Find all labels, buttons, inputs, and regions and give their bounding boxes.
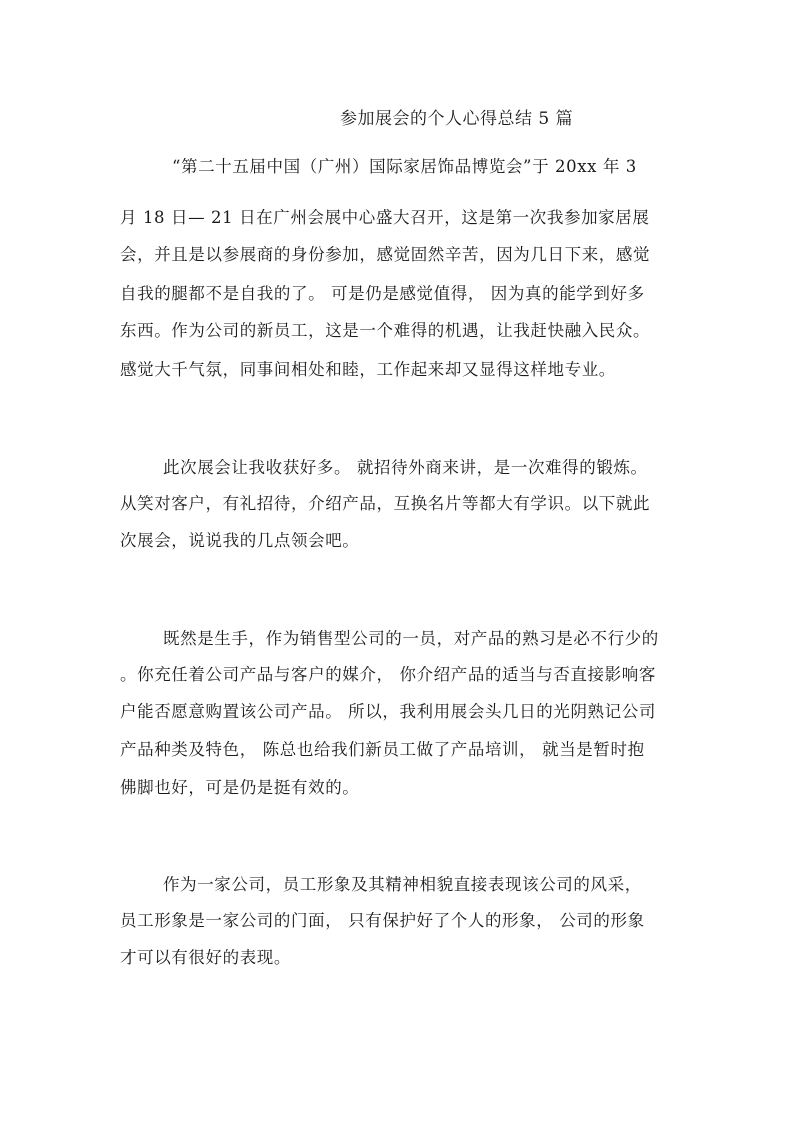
paragraph-line: 月 18 日— 21 日在广州会展中心盛大召开，这是第一次我参加家居展 [120,208,650,227]
paragraph-line: 感觉大千气氛，同事间相处和睦，工作起来却又显得这样地专业。 [120,360,616,379]
paragraph-line: 次展会，说说我的几点领会吧。 [120,531,360,550]
paragraph-line: 从笑对客户，有礼招待，介绍产品，互换名片等都大有学识。以下就此 [120,494,651,513]
paragraph-line: 。你充任着公司产品与客户的媒介， 你介绍产品的适当与否直接影响客 [120,665,656,684]
paragraph-line: 此次展会让我收获好多。 就招待外商来讲，是一次难得的锻炼。 [163,458,648,477]
paragraph-line: “第二十五届中国（广州）国际家居饰品博览会”于 20xx 年 3 [172,157,637,176]
paragraph-line: 会，并且是以参展商的身份参加，感觉固然辛苦，因为几日下来，感觉 [120,245,651,264]
paragraph-line: 作为一家公司，员工形象及其精神相貌直接表现该公司的风采， [163,875,642,894]
paragraph-line: 户能否愿意购置该公司产品。 所以，我利用展会头几日的光阴熟记公司 [120,702,656,721]
paragraph-line: 东西。作为公司的新员工，这是一个难得的机遇，让我赶快融入民众。 [120,321,651,340]
paragraph-line: 佛脚也好，可是仍是挺有效的。 [120,778,360,797]
paragraph-line: 才可以有很好的表现。 [120,948,291,967]
paragraph-line: 产品种类及特色， 陈总也给我们新员工做了产品培训， 就当是暂时抱 [120,740,645,759]
paragraph-line: 员工形象是一家公司的门面， 只有保护好了个人的形象， 公司的形象 [120,911,645,930]
paragraph-line: 既然是生手，作为销售型公司的一员，对产品的熟习是必不行少的 [163,629,659,648]
document-title: 参加展会的个人心得总结 5 篇 [340,109,574,129]
paragraph-line: 自我的腿都不是自我的了。 可是仍是感觉值得， 因为真的能学到好多 [120,284,645,303]
